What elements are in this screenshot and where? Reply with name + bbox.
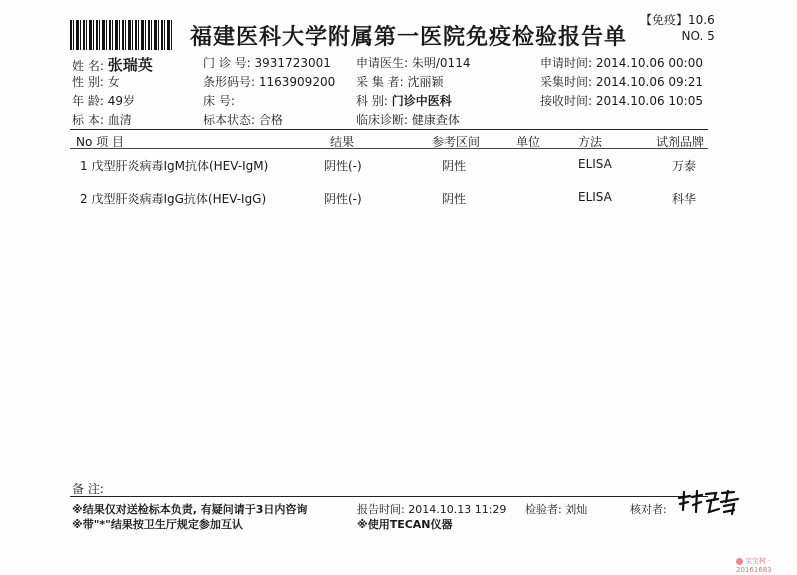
request-time-field: 申请时间: 2014.10.06 00:00	[540, 56, 703, 70]
header-result: 结果	[330, 135, 355, 149]
barcode	[70, 20, 174, 50]
row-result: 阴性(-)	[324, 159, 362, 173]
header-reference: 参考区间	[432, 135, 481, 149]
header-item: No 项 目	[76, 135, 124, 149]
header-method: 方法	[578, 135, 603, 149]
barcode-no-field: 条形码号: 1163909200	[203, 75, 336, 89]
reviewer-label: 核对者:	[630, 503, 667, 516]
collect-time-field: 采集时间: 2014.10.06 09:21	[540, 75, 703, 89]
watermark: 宝宝树 · 20161683	[736, 557, 772, 574]
receive-time-field: 接收时间: 2014.10.06 10:05	[540, 94, 703, 108]
clinic-no-field: 门 诊 号: 3931723001	[203, 56, 331, 70]
patient-name: 张瑞英	[107, 56, 153, 74]
row-item: 1 戊型肝炎病毒IgM抗体(HEV-IgM)	[80, 159, 269, 173]
report-number: NO. 5	[681, 29, 715, 43]
department-field: 科 别: 门诊中医科	[356, 94, 452, 108]
row-brand: 万泰	[672, 159, 697, 173]
report-title: 福建医科大学附属第一医院免疫检验报告单	[190, 25, 628, 50]
row-item: 2 戊型肝炎病毒IgG抗体(HEV-IgG)	[80, 192, 267, 206]
instrument-note: ※使用TECAN仪器	[357, 518, 453, 531]
report-time-field: 报告时间: 2014.10.13 11:29	[357, 503, 507, 516]
specimen-field: 标 本: 血清	[72, 113, 132, 127]
name-field: 姓 名: 张瑞英	[72, 56, 153, 74]
remark-label: 备 注:	[72, 482, 104, 496]
sex-field: 性 别: 女	[72, 75, 120, 89]
row-reference: 阴性	[442, 159, 467, 173]
table-top-rule	[70, 129, 708, 130]
bed-field: 床 号:	[203, 94, 235, 108]
table-header-rule	[70, 148, 708, 149]
row-reference: 阴性	[442, 192, 467, 206]
row-brand: 科华	[672, 192, 697, 206]
notice-disclaimer: ※结果仅对送检标本负责, 有疑问请于3日内咨询	[72, 503, 308, 516]
row-result: 阴性(-)	[324, 192, 362, 206]
age-field: 年 龄: 49岁	[72, 94, 135, 108]
report-meta	[640, 12, 715, 44]
doctor-field: 申请医生: 朱明/0114	[356, 56, 471, 70]
collector-field: 采 集 者: 沈丽颖	[356, 75, 444, 89]
watermark-logo-icon	[736, 558, 743, 565]
notice-mutual-recognition: ※带"*"结果按卫生厅规定参加互认	[72, 518, 243, 531]
row-method: ELISA	[578, 157, 612, 171]
diagnosis-field: 临床诊断: 健康查体	[356, 113, 460, 127]
footer-rule	[70, 496, 708, 497]
report-category: 【免疫】10.6	[640, 13, 715, 27]
reviewer-signature	[676, 490, 742, 516]
header-brand: 试剂品牌	[656, 135, 705, 149]
specimen-status-field: 标本状态: 合格	[203, 113, 283, 127]
row-method: ELISA	[578, 190, 612, 204]
header-unit: 单位	[516, 135, 541, 149]
inspector-field: 检验者: 刘灿	[525, 503, 588, 516]
